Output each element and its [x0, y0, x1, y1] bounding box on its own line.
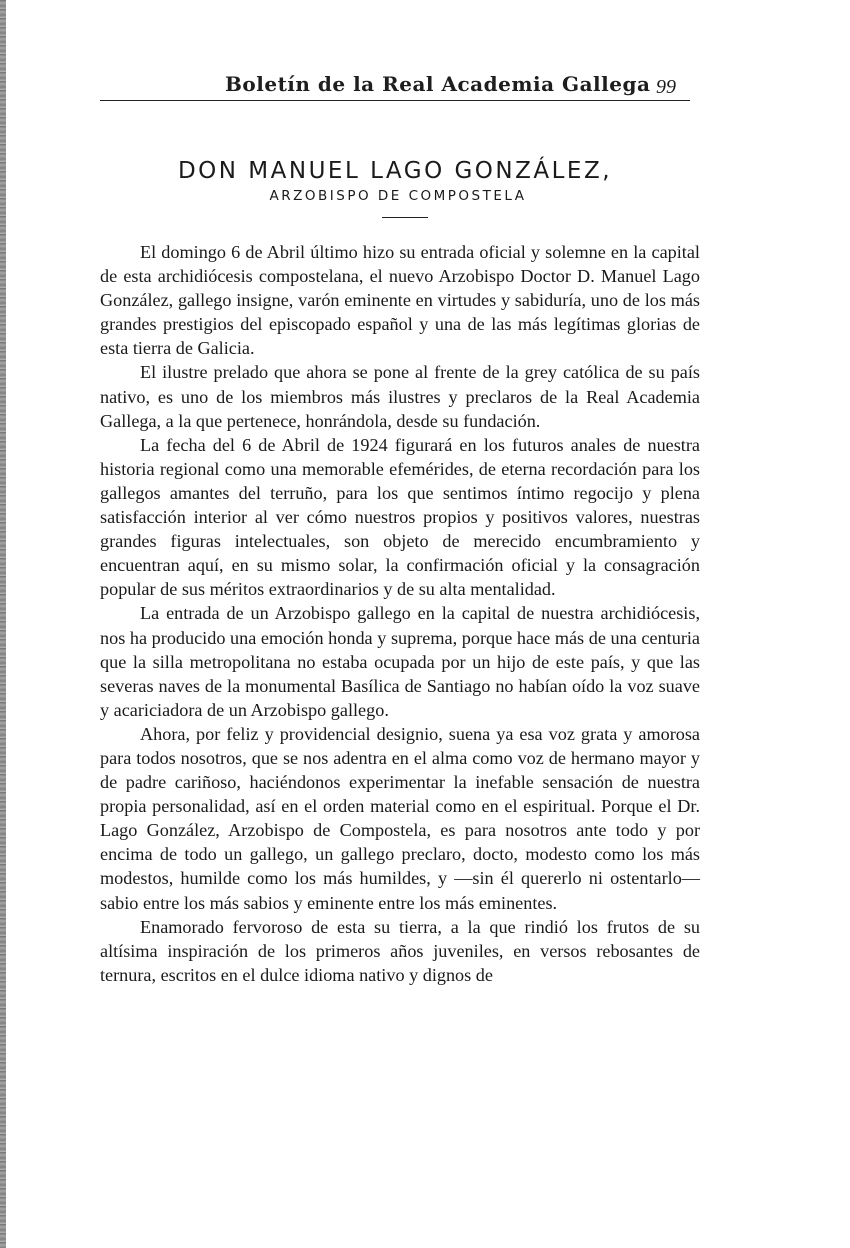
article-subtitle: ARZOBISPO DE COMPOSTELA	[269, 188, 527, 204]
page-number: 99	[656, 76, 676, 98]
paragraph: La fecha del 6 de Abril de 1924 figurará en los futuros anales de nuestra historia regional como una memorable efemérides, de eterna recordación para los gallegos amantes del terruño, para los que sentimos íntimo regocijo y plena satisfacción interior al ver cómo nuestros propios y positivos valores, nuestras grandes figuras intelectuales, son objeto de merecido encumbramiento y encuentran aquí, en su mismo solar, la confirmación oficial y la consagración popular de sus méritos extraordinarios y de su alta mentalidad.	[100, 434, 700, 600]
journal-title: Boletín de la Real Academia Gallega	[225, 72, 651, 96]
paragraph: El domingo 6 de Abril último hizo su entrada oficial y solemne en la capital de esta archidiócesis compostelana, el nuevo Arzobispo Doctor D. Manuel Lago González, gallego insigne, varón eminente en virtudes y sabiduría, uno de los más grandes prestigios del episcopado español y una de las más legítimas glorias de esta tierra de Galicia.	[100, 242, 700, 359]
running-header	[100, 70, 690, 101]
paragraph: Enamorado fervoroso de esta su tierra, a la que rindió los frutos de su altísima inspiración de los primeros años juveniles, en versos rebosantes de ternura, escritos en el dulce idioma nativo y dignos de	[100, 916, 700, 985]
article-title: DON MANUEL LAGO GONZÁLEZ,	[177, 158, 613, 184]
paragraph: El ilustre prelado que ahora se pone al frente de la grey católica de su país nativo, es uno de los miembros más ilustres y preclaros de la Real Academia Gallega, a la que pertenece, honrándola, desde su fundación.	[100, 362, 700, 431]
binding-edge	[0, 0, 6, 1248]
paragraph: Ahora, por feliz y providencial designio, suena ya esa voz grata y amorosa para todos nosotros, que se nos adentra en el alma como voz de hermano mayor y de padre cariñoso, haciéndonos experimentar la inefable sensación de nuestra propia personalidad, así en el orden material como en el espiritual. Porque el Dr. Lago González, Arzobispo de Compostela, es para nosotros ante todo y por encima de todo un gallego, un gallego preclaro, docto, modesto como los más modestos, humilde como los más humildes, y —sin él quererlo ni ostentarlo— sabio entre los más sabios y eminente entre los más eminentes.	[100, 723, 700, 913]
title-divider	[382, 217, 428, 218]
paragraph: La entrada de un Arzobispo gallego en la capital de nuestra archidiócesis, nos ha producido una emoción honda y suprema, porque hace más de una centuria que la silla metropolitana no estaba ocupada por un hijo de este país, y que las severas naves de la monumental Basílica de Santiago no habían oído la voz suave y acariciadora de un Arzobispo gallego.	[100, 603, 700, 720]
article-body	[100, 240, 700, 987]
